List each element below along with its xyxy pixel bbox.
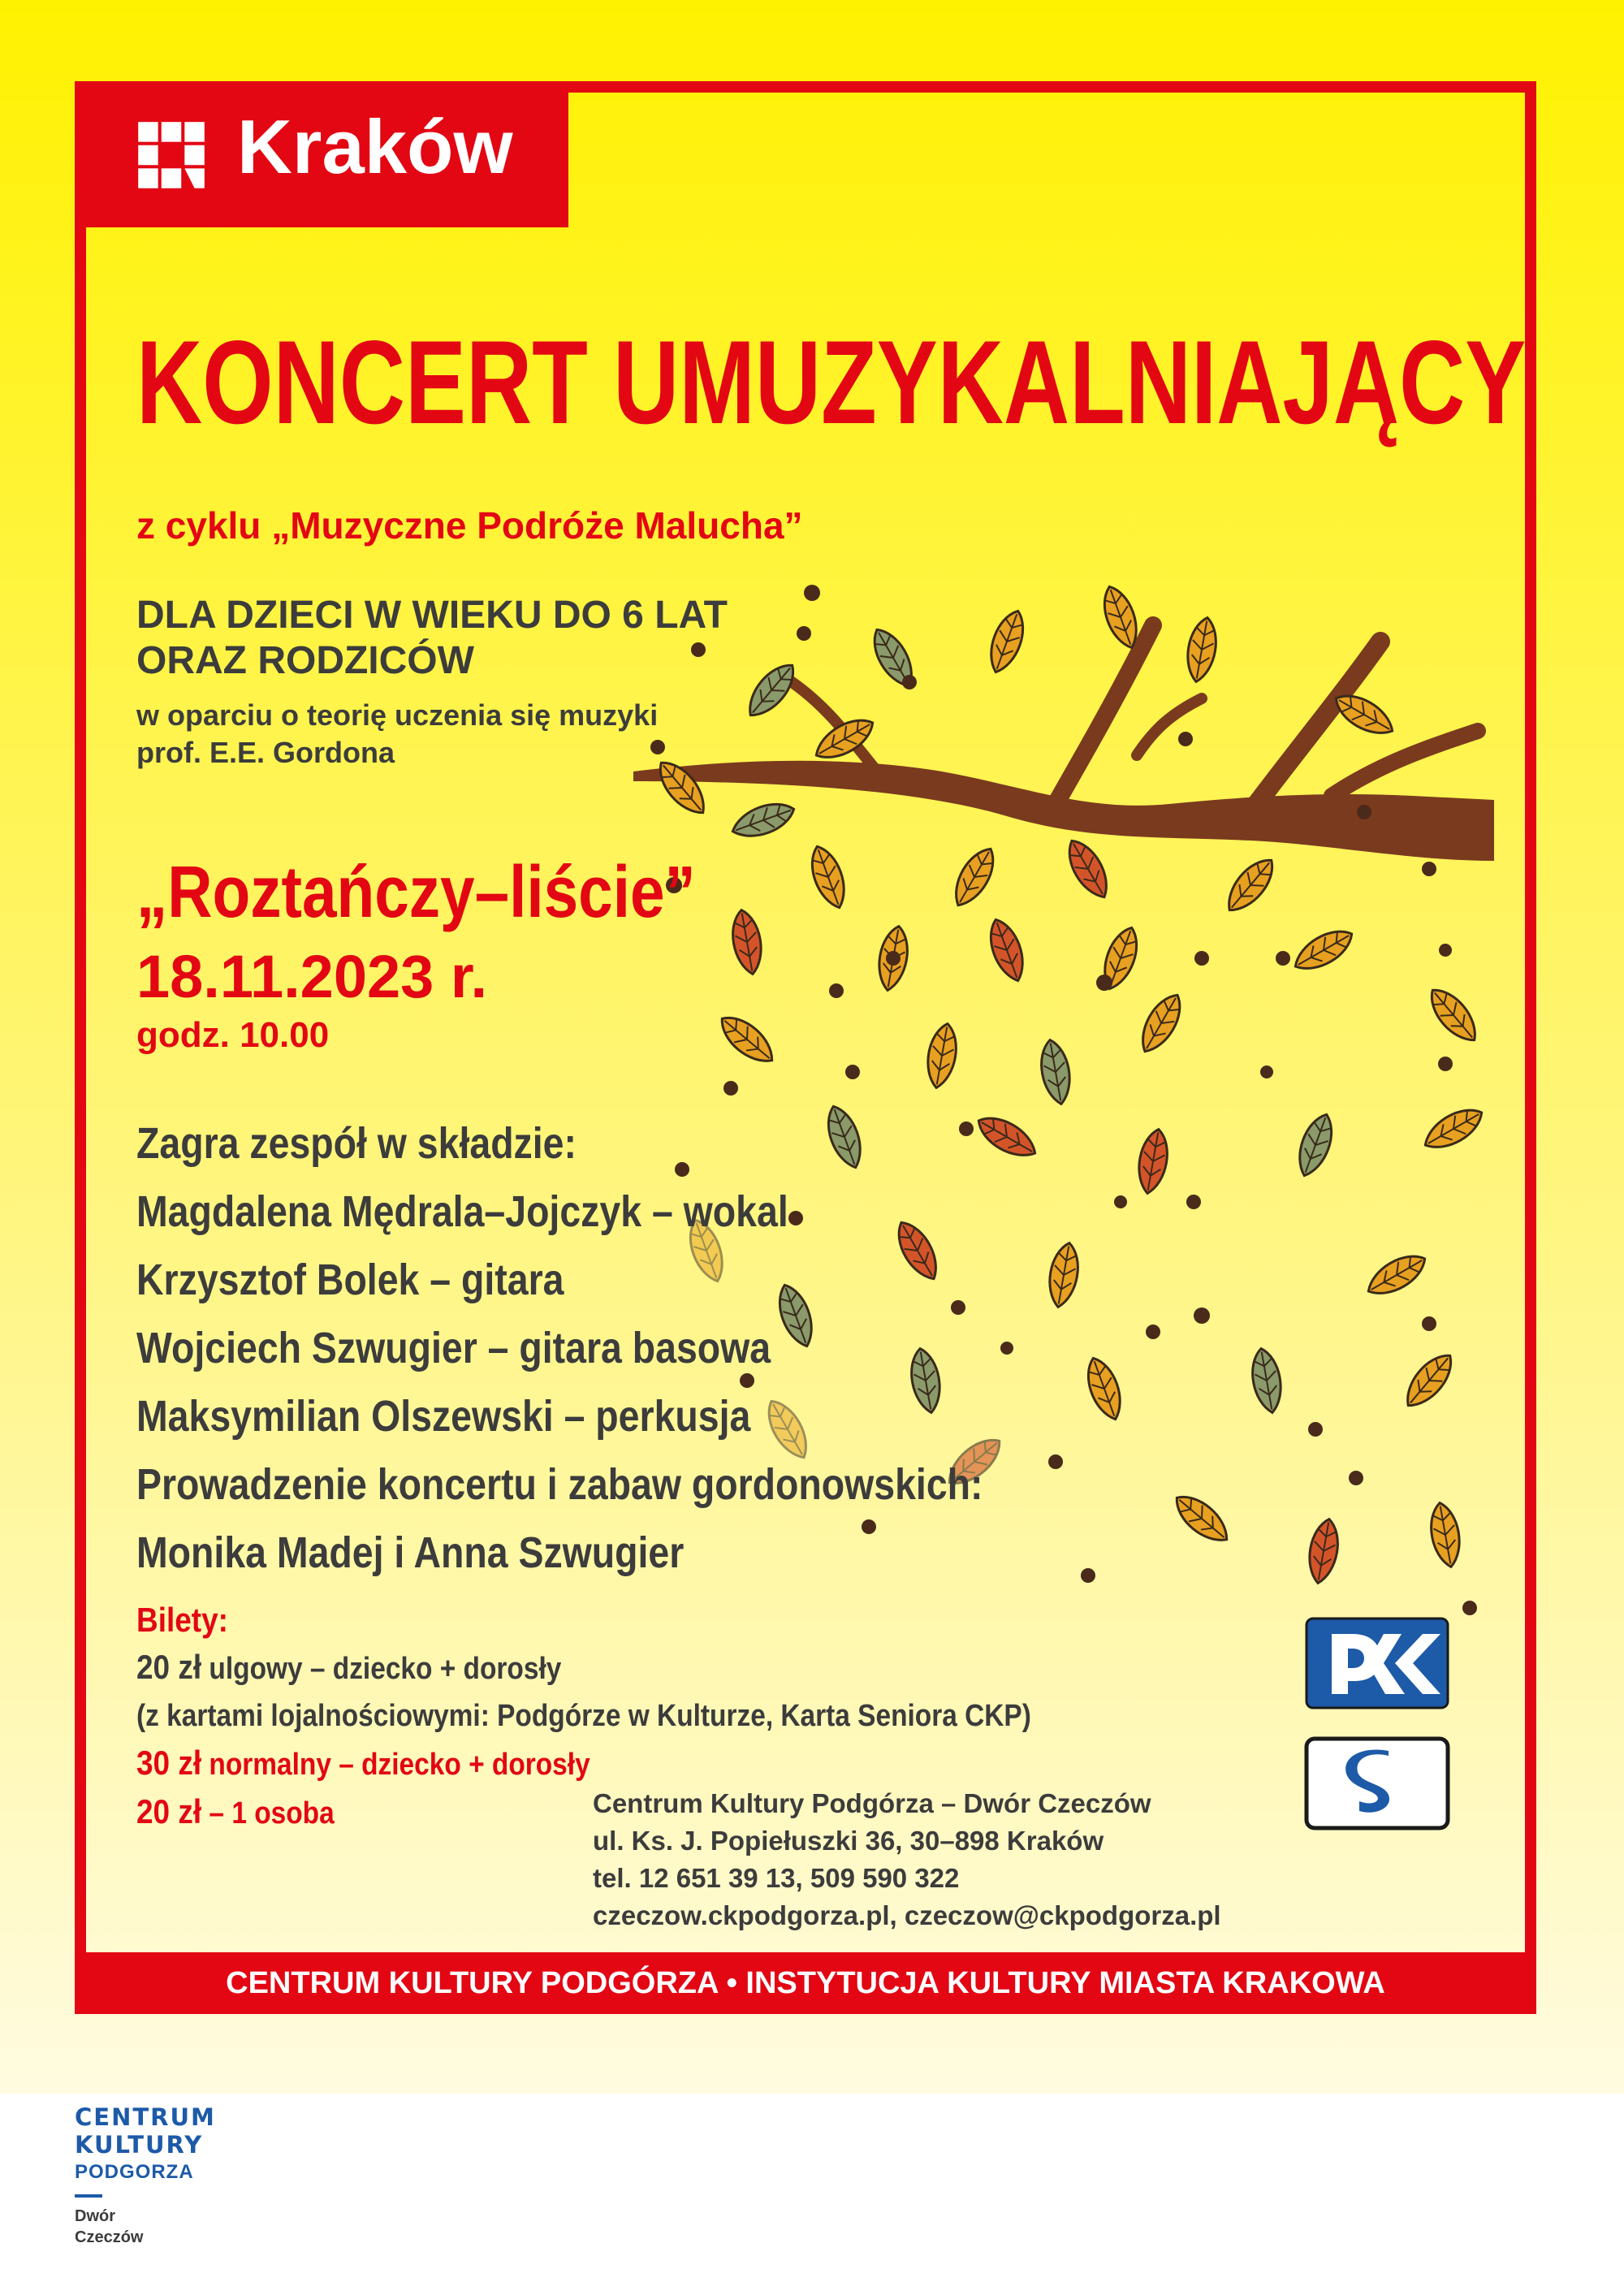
krakow-brand-box bbox=[75, 81, 568, 227]
ticket-reduced-desc: ulgowy – dziecko + dorosły bbox=[209, 1652, 562, 1686]
lineup-member: Maksymilian Olszewski – perkusja bbox=[136, 1392, 751, 1441]
ckp-logo-line: KULTURY bbox=[75, 2131, 204, 2159]
contact-info bbox=[593, 1785, 1221, 1934]
lineup-member: Wojciech Szwugier – gitara basowa bbox=[136, 1324, 771, 1372]
ticket-reduced-price: 20 zł bbox=[136, 1648, 202, 1686]
s-logo-icon bbox=[1304, 1736, 1450, 1830]
headline: KONCERT UMUZYKALNIAJĄCY bbox=[136, 316, 1527, 448]
ckp-logo-line: CENTRUM bbox=[75, 2103, 216, 2131]
theory-line: prof. E.E. Gordona bbox=[136, 736, 395, 769]
ckp-logo bbox=[75, 2103, 216, 2248]
theory-note bbox=[136, 697, 658, 771]
contact-line: Centrum Kultury Podgórza – Dwór Czeczów bbox=[593, 1788, 1151, 1818]
brand-name: Kraków bbox=[237, 104, 513, 189]
ticket-reduced bbox=[136, 1644, 1031, 1692]
ckp-logo-czeczow: Czeczów bbox=[75, 2228, 144, 2246]
audience bbox=[136, 593, 728, 684]
lineup-member: Magdalena Mędrala–Jojczyk – wokal bbox=[136, 1187, 788, 1236]
pk-logo-icon bbox=[1304, 1616, 1450, 1710]
krakow-logo-icon bbox=[130, 114, 213, 197]
theory-line: w oparciu o teorię uczenia się muzyki bbox=[136, 698, 659, 732]
event-title: „Roztańczy–liście” bbox=[136, 852, 696, 933]
event-time: godz. 10.00 bbox=[136, 1015, 330, 1055]
contact-line: czeczow.ckpodgorza.pl, czeczow@ckpodgorza.pl bbox=[593, 1900, 1221, 1930]
ticket-normal-desc: normalny – dziecko + dorosły bbox=[209, 1748, 590, 1782]
lineup-heading: Zagra zespół w składzie: bbox=[136, 1119, 577, 1168]
ticket-normal-price: 30 zł bbox=[136, 1744, 202, 1782]
ckp-logo-line: PODGORZA bbox=[75, 2161, 194, 2183]
subtitle: z cyklu „Muzyczne Podróże Malucha” bbox=[136, 504, 803, 547]
host-heading: Prowadzenie koncertu i zabaw gordonowskich: bbox=[136, 1460, 983, 1509]
lineup-member: Krzysztof Bolek – gitara bbox=[136, 1256, 564, 1304]
lineup bbox=[136, 1109, 983, 1587]
audience-line: ORAZ RODZICÓW bbox=[136, 639, 474, 682]
ckp-logo-dwor: Dwór bbox=[75, 2207, 115, 2225]
footer-bar bbox=[75, 1952, 1536, 2014]
event-date: 18.11.2023 r. bbox=[136, 943, 488, 1010]
ckp-logo-rule bbox=[75, 2194, 102, 2198]
contact-line: tel. 12 651 39 13, 509 590 322 bbox=[593, 1863, 960, 1893]
ticket-single-price: 20 zł bbox=[136, 1792, 202, 1830]
audience-line: DLA DZIECI W WIEKU DO 6 LAT bbox=[136, 594, 728, 637]
ticket-single-desc: – 1 osoba bbox=[209, 1796, 335, 1830]
ticket-normal bbox=[136, 1740, 1031, 1788]
footer-text: CENTRUM KULTURY PODGÓRZA • INSTYTUCJA KULTURY MIASTA KRAKOWA bbox=[226, 1965, 1385, 2000]
ticket-reduced-note: (z kartami lojalnościowymi: Podgórze w Kulturze, Karta Seniora CKP) bbox=[136, 1699, 1031, 1733]
contact-line: ul. Ks. J. Popiełuszki 36, 30–898 Kraków bbox=[593, 1826, 1104, 1856]
hosts: Monika Madej i Anna Szwugier bbox=[136, 1528, 685, 1577]
tickets-heading: Bilety: bbox=[136, 1601, 228, 1639]
